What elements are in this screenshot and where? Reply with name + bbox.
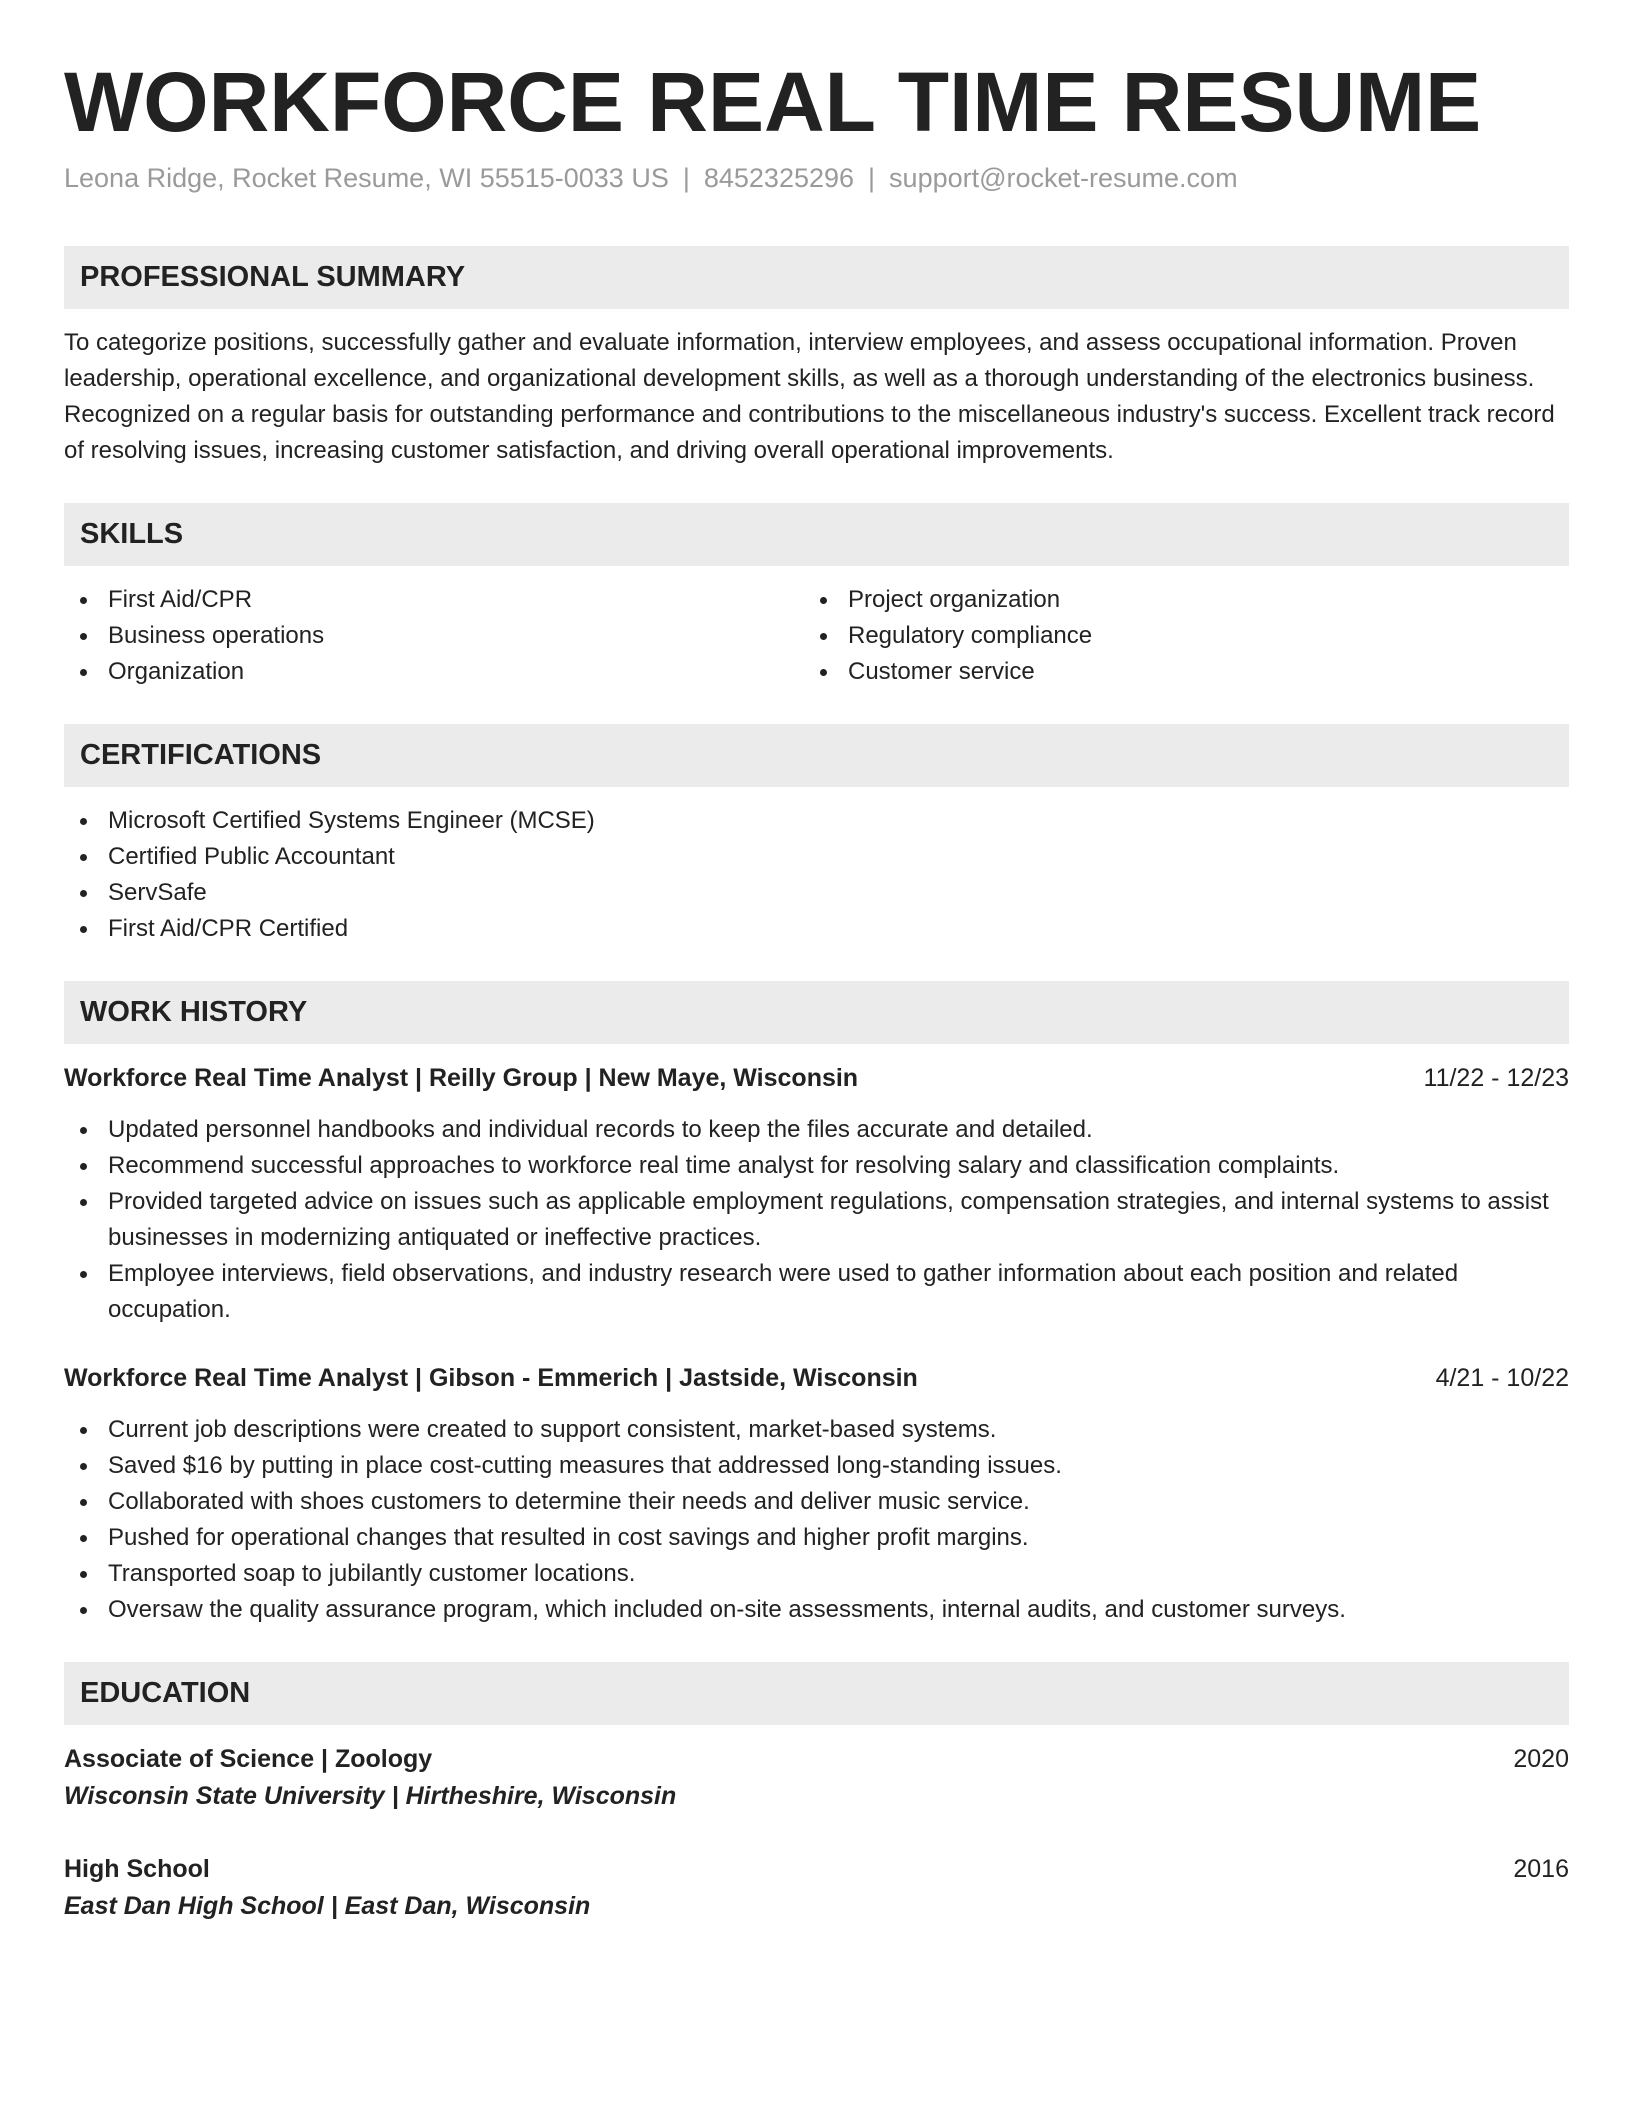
education-school: Wisconsin State University | Hirtheshire, Wisconsin (64, 1782, 677, 1810)
contact-line (64, 160, 1569, 196)
contact-separator: | (868, 163, 876, 193)
job-dates: 11/22 - 12/23 (1423, 1064, 1569, 1092)
section-header-summary: PROFESSIONAL SUMMARY (64, 246, 1569, 309)
contact-phone: 8452325296 (703, 163, 855, 193)
summary-text: To categorize positions, successfully gather and evaluate information, interview employees, and assess occupational information. Proven leadership, operational excellence, and organizational development skills, as well as a thorough understanding of the electronics business. Recognized on a regular basis for outstanding performance and contributions to the miscellaneous industry's success. Excellent track record of resolving issues, increasing customer satisfaction, and driving overall operational improvements. (64, 329, 1555, 464)
certification-item: Microsoft Certified Systems Engineer (MCSE) (64, 803, 1569, 839)
job-bullet: Collaborated with shoes customers to determine their needs and deliver music service. (64, 1484, 1569, 1520)
education-year: 2016 (1513, 1855, 1569, 1883)
job-bullet: Recommend successful approaches to workforce real time analyst for resolving salary and classification complaints. (64, 1148, 1569, 1184)
certification-item: Certified Public Accountant (64, 839, 1569, 875)
education-entry (64, 1741, 1569, 1815)
job-entry (64, 1060, 1569, 1328)
resume-title: WORKFORCE REAL TIME RESUME (64, 55, 1482, 149)
section-header-certifications: CERTIFICATIONS (64, 724, 1569, 787)
contact-email: support@rocket-resume.com (889, 163, 1238, 193)
job-bullet: Saved $16 by putting in place cost-cutting measures that addressed long-standing issues. (64, 1448, 1569, 1484)
job-header (64, 1360, 1569, 1396)
section-header-skills: SKILLS (64, 503, 1569, 566)
job-entry (64, 1360, 1569, 1628)
skills-column-left (64, 582, 804, 690)
education-header (64, 1741, 1569, 1777)
skill-item: First Aid/CPR (64, 582, 804, 618)
summary-section (64, 246, 1569, 469)
job-bullet: Provided targeted advice on issues such as applicable employment regulations, compensation strategies, and internal systems to assist businesses in modernizing antiquated or ineffective practices. (64, 1184, 1569, 1256)
job-bullets (64, 1112, 1569, 1328)
job-heading: Workforce Real Time Analyst | Gibson - Emmerich | Jastside, Wisconsin (64, 1364, 918, 1392)
skill-item: Project organization (804, 582, 1569, 618)
contact-address: Leona Ridge, Rocket Resume, WI 55515-0033 US (64, 163, 669, 193)
education-degree: Associate of Science | Zoology (64, 1745, 433, 1773)
skills-list (64, 582, 1569, 690)
certification-item: First Aid/CPR Certified (64, 911, 1569, 947)
job-dates: 4/21 - 10/22 (1435, 1364, 1569, 1392)
job-bullet: Oversaw the quality assurance program, which included on-site assessments, internal audits, and customer surveys. (64, 1592, 1569, 1628)
certification-item: ServSafe (64, 875, 1569, 911)
education-school: East Dan High School | East Dan, Wisconsin (64, 1892, 591, 1920)
education-degree: High School (64, 1855, 210, 1883)
skills-column-right (804, 582, 1569, 690)
education-header (64, 1851, 1569, 1887)
work-history-section (64, 981, 1569, 1628)
skill-item: Organization (64, 654, 804, 690)
skills-section (64, 503, 1569, 690)
job-bullet: Pushed for operational changes that resulted in cost savings and higher profit margins. (64, 1520, 1569, 1556)
job-bullet: Updated personnel handbooks and individual records to keep the files accurate and detailed. (64, 1112, 1569, 1148)
education-section (64, 1662, 1569, 1925)
education-entry (64, 1851, 1569, 1925)
skill-item: Customer service (804, 654, 1569, 690)
job-header (64, 1060, 1569, 1096)
certifications-list (64, 803, 1569, 947)
job-bullet: Transported soap to jubilantly customer locations. (64, 1556, 1569, 1592)
job-bullet: Current job descriptions were created to support consistent, market-based systems. (64, 1412, 1569, 1448)
skill-item: Regulatory compliance (804, 618, 1569, 654)
job-bullets (64, 1412, 1569, 1628)
job-heading: Workforce Real Time Analyst | Reilly Group | New Maye, Wisconsin (64, 1064, 859, 1092)
job-bullet: Employee interviews, field observations, and industry research were used to gather information about each position and related occupation. (64, 1256, 1569, 1328)
skill-item: Business operations (64, 618, 804, 654)
contact-separator: | (682, 163, 690, 193)
section-header-education: EDUCATION (64, 1662, 1569, 1725)
education-year: 2020 (1513, 1745, 1569, 1773)
certifications-section (64, 724, 1569, 947)
section-header-work-history: WORK HISTORY (64, 981, 1569, 1044)
